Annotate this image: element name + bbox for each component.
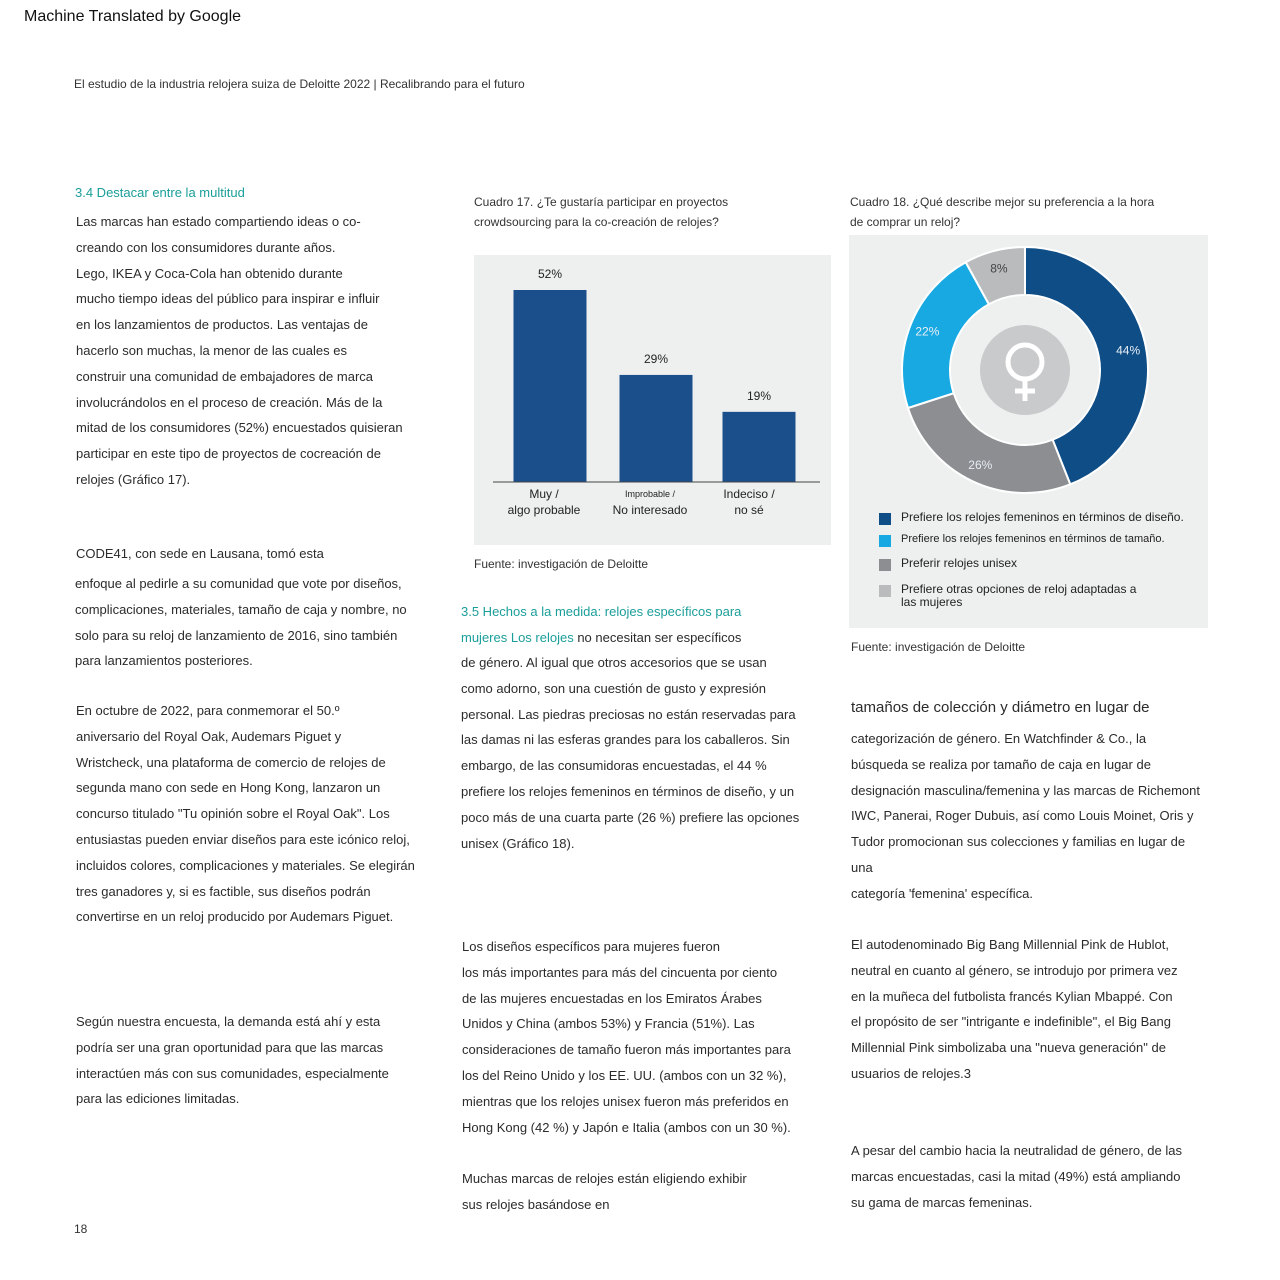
- chart-17-bar-chart: [474, 255, 831, 545]
- x-tick-label: Indeciso /: [723, 487, 775, 501]
- col3-paragraph-1-first-line: tamaños de colección y diámetro en lugar de: [851, 699, 1150, 716]
- col1-paragraph-2: enfoque al pedirle a su comunidad que vote por diseños, complicaciones, materiales, tamaño de caja y nombre, no solo para su reloj de lanzamiento de 2016, sino también para lanzamientos posteriores.: [75, 576, 407, 669]
- donut-slice-label: 26%: [968, 458, 993, 473]
- bar-value-label: 19%: [746, 388, 772, 403]
- legend-label: Prefiere otras opciones de reloj adaptadas a las mujeres: [901, 582, 1137, 609]
- section-title-3-5-continued: mujeres Los relojes: [461, 630, 574, 645]
- col2-paragraph-2: Los diseños específicos para mujeres fueron los más importantes para más del cincuenta por ciento de las mujeres encuestadas en los Emiratos Árabes Unidos y China (ambos 53%) y Francia (51%). Las consideraciones de tamaño fueron más importantes para los del Reino Unido y los EE. UU. (ambos con un 32 %), mientras que los relojes unisex fueron más preferidos en Hong Kong (42 %) y Japón e Italia (ambos con un 30 %).: [462, 939, 791, 1135]
- page-number: 18: [74, 1222, 88, 1236]
- legend-label: Prefiere los relojes femeninos en términos de tamaño.: [901, 533, 1165, 545]
- legend-swatch: [879, 513, 891, 525]
- chart-18-source: Fuente: investigación de Deloitte: [851, 640, 1026, 654]
- donut-slice-label: 22%: [915, 324, 940, 339]
- col1-paragraph-1: Las marcas han estado compartiendo ideas o co- creando con los consumidores durante años. Lego, IKEA y Coca-Cola han obtenido durante mucho tiempo ideas del público para inspirar e influir en los lanzamientos de productos. Las ventajas de hacerlo son muchas, la menor de las cuales es construir una comunidad de embajadores de marca involucrándolos en el proceso de creación. Más de la mitad de los consumidores (52%) encuestados quisieran participar en este tipo de proyectos de cocreación de relojes (Gráfico 17).: [76, 214, 403, 487]
- col1-paragraph-3: En octubre de 2022, para conmemorar el 50.º aniversario del Royal Oak, Audemars Piguet y Wristcheck, una plataforma de comercio de relojes de segunda mano con sede en Hong Kong, lanzaron un concurso titulado "Tu opinión sobre el Royal Oak". Los entusiastas pueden enviar diseños para este icónico reloj, incluidos colores, complicaciones y materiales. Se elegirán tres ganadores y, si es factible, sus diseños podrán convertirse en un reloj producido por Audemars Piguet.: [76, 703, 415, 925]
- x-tick-label: Improbable /: [624, 489, 676, 499]
- legend-label: Prefiere los relojes femeninos en términos de diseño.: [901, 510, 1184, 524]
- chart-18-panel: [849, 235, 1208, 628]
- legend-swatch: [879, 535, 891, 547]
- section-title-3-4: 3.4 Destacar entre la multitud: [75, 185, 245, 200]
- col2-paragraph-1-lead: no necesitan ser específicos: [573, 630, 742, 645]
- chart-17-panel: [474, 255, 831, 545]
- col1-paragraph-2-first-line: CODE41, con sede en Lausana, tomó esta: [76, 546, 324, 561]
- donut-center-circle: [980, 325, 1070, 415]
- x-tick-label: no sé: [734, 503, 764, 517]
- legend-swatch: [879, 559, 891, 571]
- legend-item-size: [879, 533, 1165, 547]
- legend-item-unisex: [879, 557, 1017, 571]
- legend-label: Preferir relojes unisex: [901, 556, 1018, 570]
- bar: [620, 375, 693, 482]
- bar: [514, 290, 587, 482]
- donut-slice-label: 8%: [990, 261, 1008, 276]
- bar-value-label: 29%: [643, 351, 669, 366]
- col3-paragraph-2: El autodenominado Big Bang Millennial Pink de Hublot, neutral en cuanto al género, se introdujo por primera vez en la muñeca del futbolista francés Kylian Mbappé. Con el propósito de ser "intrigante e indefinible", el Big Bang Millennial Pink simbolizaba una "nueva generación" de usuarios de relojes.3: [851, 937, 1178, 1081]
- machine-translated-banner: Machine Translated by Google: [24, 8, 242, 25]
- legend-item-design: [879, 511, 1184, 525]
- col3-paragraph-3: A pesar del cambio hacia la neutralidad de género, de las marcas encuestadas, casi la mitad (49%) está ampliando su gama de marcas femeninas.: [851, 1143, 1182, 1210]
- chart-18-caption: Cuadro 18. ¿Qué describe mejor su preferencia a la hora de comprar un reloj?: [850, 195, 1155, 229]
- section-title-3-5-line-2: [461, 630, 741, 645]
- col2-paragraph-1: de género. Al igual que otros accesorios que se usan como adorno, son una cuestión de gusto y expresión personal. Las piedras preciosas no están reservadas para las damas ni las esferas grandes para los caballeros. Sin embargo, de las consumidoras encuestadas, el 44 % prefiere los relojes femeninos en términos de diseño, y un poco más de una cuarta parte (26 %) prefiere las opciones unisex (Gráfico 18).: [461, 655, 800, 851]
- chart-17-caption: Cuadro 17. ¿Te gustaría participar en proyectos crowdsourcing para la co-creación de relojes?: [474, 195, 729, 229]
- chart-17-source: Fuente: investigación de Deloitte: [474, 557, 649, 571]
- col3-paragraph-1: categorización de género. En Watchfinder & Co., la búsqueda se realiza por tamaño de caja en lugar de designación masculina/femenina y las marcas de Richemont IWC, Panerai, Roger Dubuis, así como Louis Moinet, Oris y Tudor promocionan sus colecciones y familias en lugar de una: [851, 731, 1201, 875]
- legend-swatch: [879, 585, 891, 597]
- col3-paragraph-1-last: categoría 'femenina' específica.: [851, 886, 1034, 901]
- x-tick-label: algo probable: [507, 503, 581, 517]
- chart-18-donut-chart: [849, 235, 1208, 505]
- running-head: El estudio de la industria relojera suiza de Deloitte 2022 | Recalibrando para el futuro: [74, 77, 525, 91]
- legend-item-other: [879, 583, 1136, 609]
- col2-paragraph-3: Muchas marcas de relojes están eligiendo exhibir sus relojes basándose en: [462, 1171, 747, 1212]
- x-tick-label: No interesado: [612, 503, 688, 517]
- bar: [723, 412, 796, 482]
- bar-value-label: 52%: [537, 267, 563, 281]
- col1-paragraph-4: Según nuestra encuesta, la demanda está ahí y esta podría ser una gran oportunidad para que las marcas interactúen más con sus comunidades, especialmente para las ediciones limitadas.: [76, 1014, 389, 1107]
- donut-slice-label: 44%: [1116, 343, 1141, 358]
- section-title-3-5: 3.5 Hechos a la medida: relojes específicos para: [461, 604, 742, 619]
- x-tick-label: Muy /: [529, 487, 559, 501]
- chart-18-legend: [879, 511, 1199, 621]
